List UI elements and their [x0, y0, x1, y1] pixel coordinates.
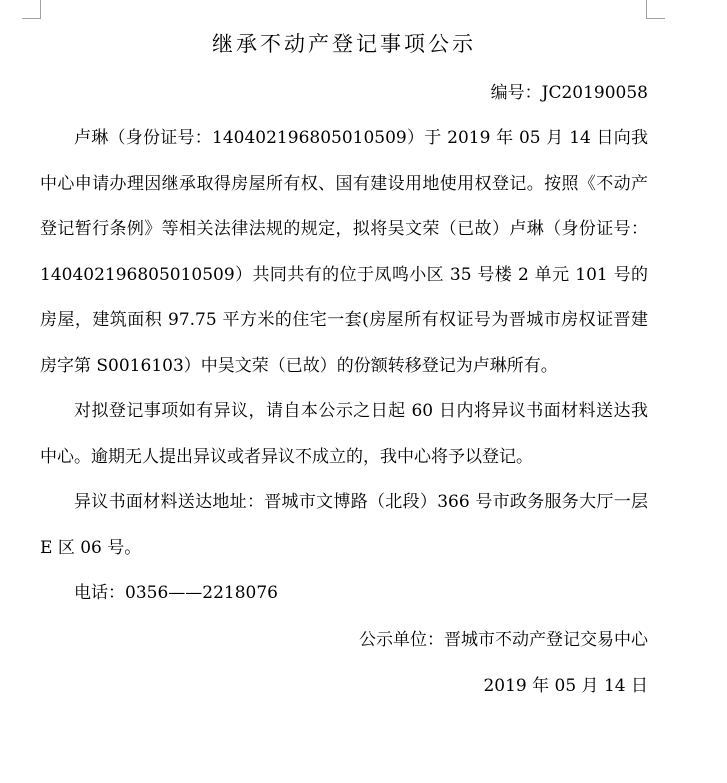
page-corner-mark-left	[22, 0, 41, 19]
document-serial-number: 编号：JC20190058	[490, 83, 648, 103]
page-corner-mark-right	[646, 0, 665, 19]
document-title: 继承不动产登记事项公示	[212, 32, 476, 56]
body-paragraph-application: 卢琳（身份证号：140402196805010509）于 2019 年 05 月 14 日向我中心申请办理因继承取得房屋所有权、国有建设用地使用权登记。按照《不动产登记暂行条例》等相关法律法规的规定，拟将吴文荣（已故）卢琳（身份证号：140402196805010509）共同共有的位于凤鸣小区 35 号楼 2 单元 101 号的房屋，建筑面积 97.75 平方米的住宅一套(房屋所有权证号为晋城市房权证晋建房字第 S0016103）中吴文荣（已故）的份额转移登记为卢琳所有。	[40, 128, 648, 376]
document-page	[40, 22, 648, 709]
issuer-line: 公示单位：晋城市不动产登记交易中心	[359, 629, 648, 650]
body-paragraph-objection: 对拟登记事项如有异议，请自本公示之日起 60 日内将异议书面材料送达我中心。逾期无人提出异议或者异议不成立的，我中心将予以登记。	[40, 401, 648, 467]
body-paragraph-address: 异议书面材料送达地址：晋城市文博路（北段）366 号市政务服务大厅一层 E 区 06 号。	[40, 492, 648, 558]
body-paragraph-phone: 电话：0356——2218076	[74, 583, 278, 603]
document-date: 2019 年 05 月 14 日	[483, 675, 648, 696]
